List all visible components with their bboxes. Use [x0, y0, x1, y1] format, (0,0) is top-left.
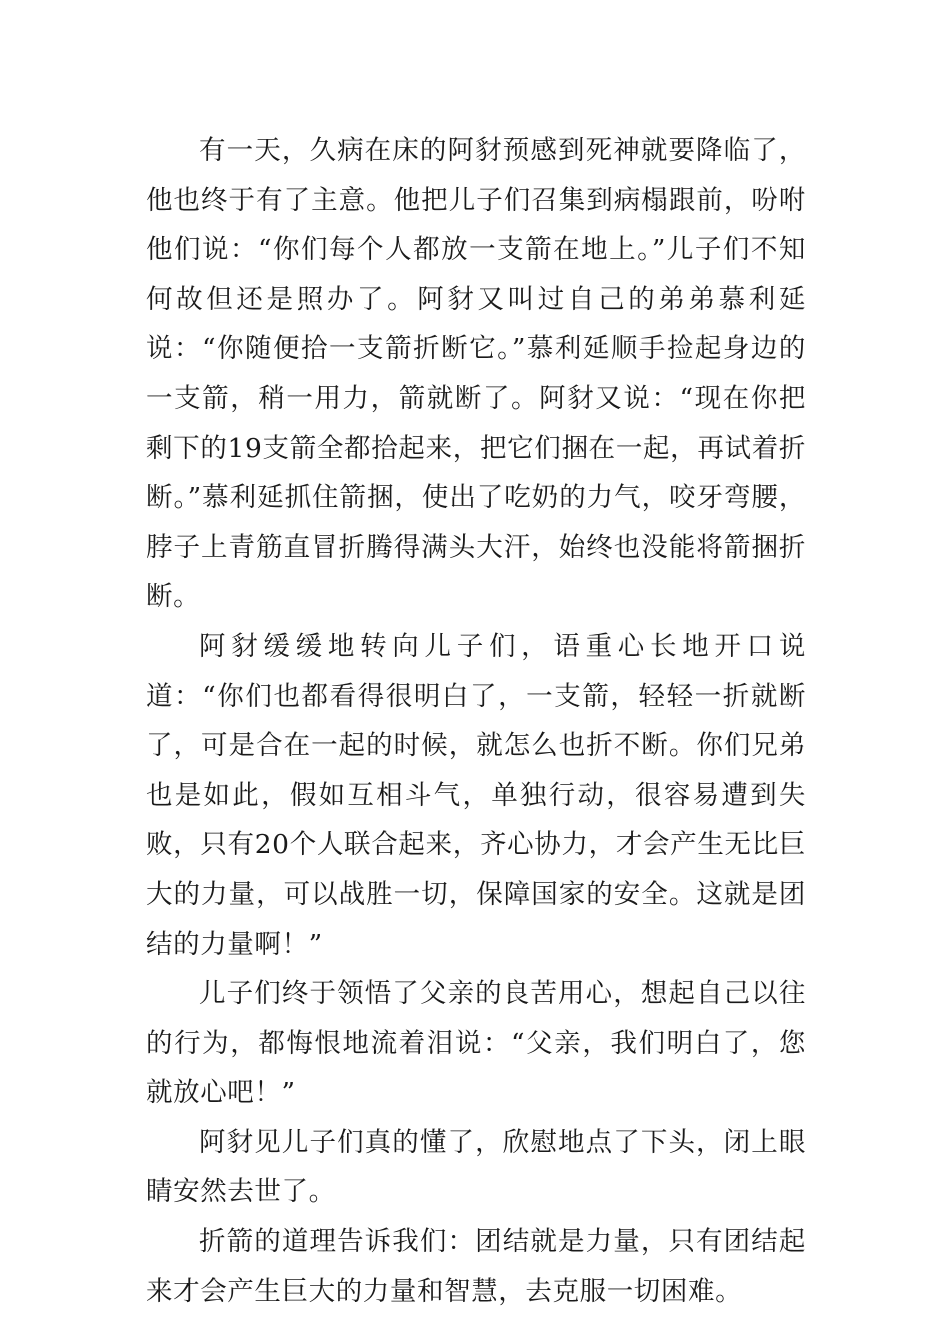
- paragraph-4: 阿豺见儿子们真的懂了，欣慰地点了下头，闭上眼睛安然去世了。: [146, 1126, 806, 1208]
- paragraph-3: 儿子们终于领悟了父亲的良苦用心，想起自己以往的行为，都悔恨地流着泪说：“父亲，我们明白了，您就放心吧！”: [146, 978, 806, 1109]
- paragraph-1: 有一天，久病在床的阿豺预感到死神就要降临了，他也终于有了主意。他把儿子们召集到病榻跟前，吩咐他们说：“你们每个人都放一支箭在地上。”儿子们不知何故但还是照办了。阿豺又叫过自己的弟弟慕利延说：“你随便拾一支箭折断它。”慕利延顺手捡起身边的一支箭，稍一用力，箭就断了。阿豺又说：“现在你把剩下的19支箭全都拾起来，把它们捆在一起，再试着折断。”慕利延抓住箭捆，使出了吃奶的力气，咬牙弯腰，脖子上青筋直冒折腾得满头大汗，始终也没能将箭捆折断。: [146, 135, 806, 613]
- paragraph-5: 折箭的道理告诉我们：团结就是力量，只有团结起来才会产生巨大的力量和智慧，去克服一切困难。: [146, 1226, 806, 1307]
- document-body: [146, 126, 806, 1316]
- paragraph-2: 阿豺缓缓地转向儿子们，语重心长地开口说道：“你们也都看得很明白了，一支箭，轻轻一折就断了，可是合在一起的时候，就怎么也折不断。你们兄弟也是如此，假如互相斗气，单独行动，很容易遭到失败，只有20个人联合起来，齐心协力，才会产生无比巨大的力量，可以战胜一切，保障国家的安全。这就是团结的力量啊！”: [146, 630, 806, 960]
